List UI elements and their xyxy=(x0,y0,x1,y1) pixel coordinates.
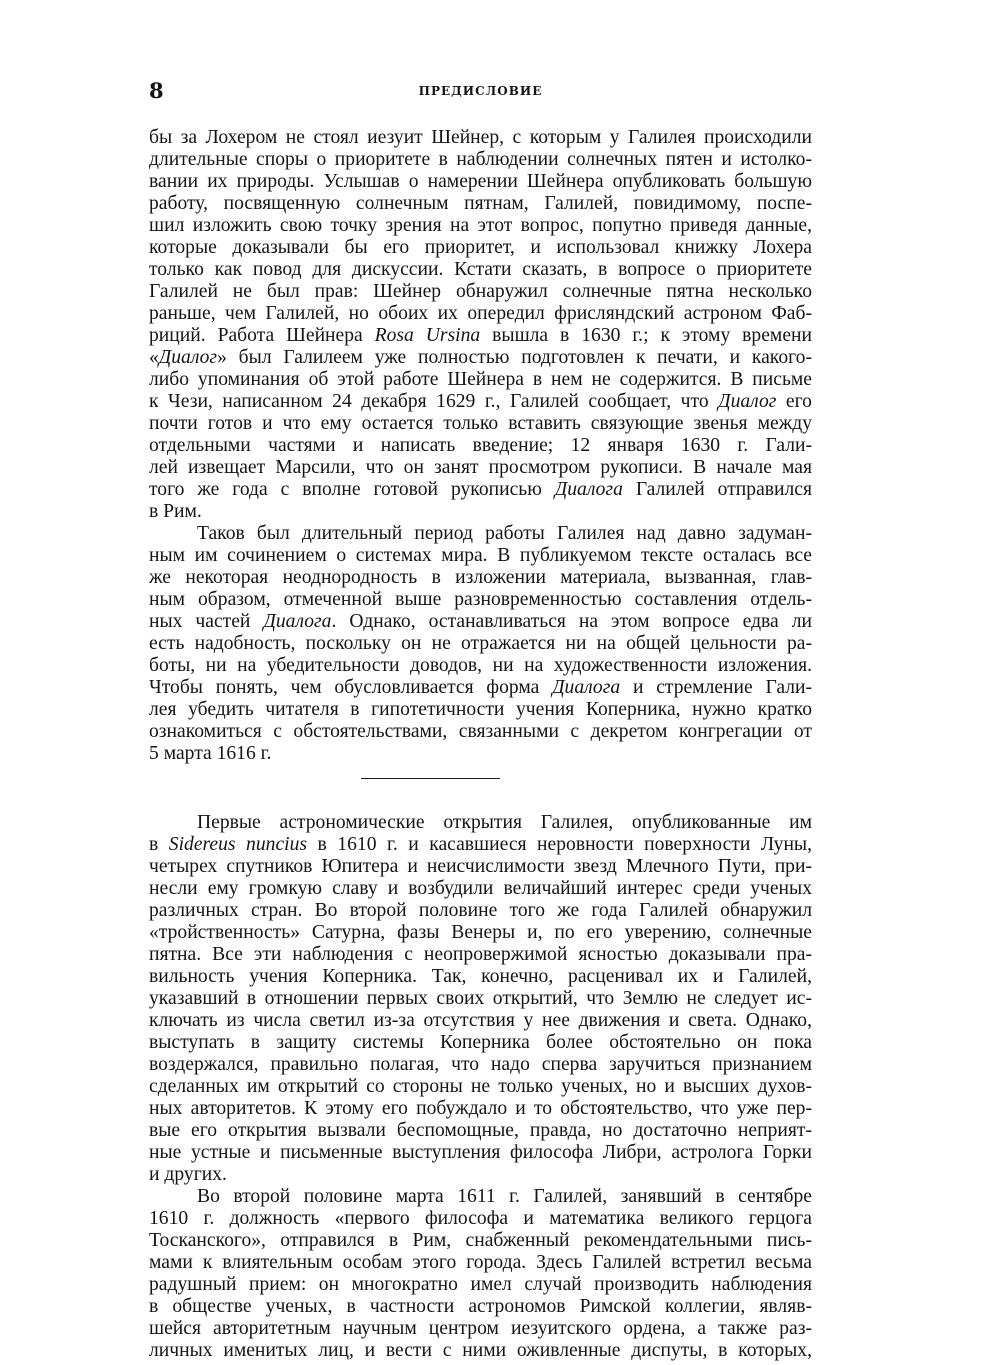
text-segment: которые доказывали бы его приоритет, и использовал книжку Лохера xyxy=(149,237,812,258)
text-segment: ные устные и письменные выступления философа Либри, астролога Горки xyxy=(149,1142,812,1163)
text-line xyxy=(149,834,812,856)
text-line xyxy=(149,523,812,545)
text-segment: в Рим. xyxy=(149,501,202,522)
text-line xyxy=(149,1296,812,1318)
text-line xyxy=(149,303,812,325)
text-line xyxy=(149,479,812,501)
text-line xyxy=(149,1318,812,1340)
text-segment: воздержался, правильно полагая, что надо сперва заручиться признанием xyxy=(149,1054,812,1075)
text-segment: боты, ни на убедительности доводов, ни на художественности изложения. xyxy=(149,655,812,676)
text-line xyxy=(149,391,812,413)
text-segment: есть надобность, поскольку он не отражается ни на общей цельности ра- xyxy=(149,633,812,654)
text-segment: лей извещает Марсили, что он занят просмотром рукописи. В начале мая xyxy=(149,457,812,478)
text-segment: «тройственность» Сатурна, фазы Венеры и, по его уверению, солнечные xyxy=(149,922,812,943)
paragraph xyxy=(149,523,812,765)
running-head: ПРЕДИСЛОВИЕ xyxy=(418,84,543,98)
text-line xyxy=(149,259,812,281)
text-segment: ным образом, отмеченной выше разновременностью составления отдель- xyxy=(149,589,812,610)
text-segment: только как повод для дискуссии. Кстати сказать, в вопросе о приоритете xyxy=(149,259,812,280)
paragraph xyxy=(149,1186,812,1362)
text-line xyxy=(149,1164,812,1186)
text-segment: вые его открытия вызвали беспомощные, правда, но достаточно неприят- xyxy=(149,1120,812,1141)
text-line xyxy=(149,149,812,171)
text-line xyxy=(149,193,812,215)
text-segment: 5 марта 1616 г. xyxy=(149,743,272,764)
paragraph xyxy=(149,812,812,1186)
text-line xyxy=(149,1120,812,1142)
text-segment: Галилей не был прав: Шейнер обнаружил солнечные пятна несколько xyxy=(149,281,812,302)
text-segment: шейся авторитетным научным центром иезуитского ордена, а также раз- xyxy=(149,1318,812,1339)
page-header xyxy=(149,78,812,104)
text-line xyxy=(149,281,812,303)
text-segment: Первые астрономические открытия Галилея, опубликованные им xyxy=(197,812,812,833)
text-segment: раньше, чем Галилей, но обоих их опередил фрисляндский астроном Фаб- xyxy=(149,303,812,324)
text-line xyxy=(149,743,812,765)
text-line xyxy=(149,1340,812,1362)
text-segment: почти готов и что ему остается только вставить связующие звенья между xyxy=(149,413,812,434)
book-page xyxy=(149,78,812,1362)
text-line xyxy=(149,611,812,633)
text-line xyxy=(149,435,812,457)
text-segment: шил изложить свою точку зрения на этот вопрос, попутно приведя данные, xyxy=(149,215,812,236)
italic-title: Sidereus nuncius xyxy=(168,834,308,855)
text-segment: и других. xyxy=(149,1164,227,1185)
text-segment: личных именитых лиц, и вести с ними оживленные диспуты, в которых, xyxy=(149,1340,812,1361)
text-segment: . Однако, останавливаться на этом вопросе едва ли xyxy=(331,611,812,632)
italic-title: Диалога xyxy=(263,611,332,632)
text-segment: в обществе ученых, в частности астрономов Римской коллегии, являв- xyxy=(149,1296,812,1317)
text-line xyxy=(149,721,812,743)
text-segment: » был Галилеем уже полностью подготовлен к печати, и какого- xyxy=(217,347,812,368)
text-line xyxy=(149,856,812,878)
text-segment: и стремление Гали- xyxy=(620,677,812,698)
text-line xyxy=(149,1054,812,1076)
text-segment: либо упоминания об этой работе Шейнера в нем не содержится. В письме xyxy=(149,369,812,390)
text-line xyxy=(149,347,812,369)
text-line xyxy=(149,1230,812,1252)
text-segment: вышла в 1630 г.; к этому времени xyxy=(480,325,812,346)
text-segment: Чтобы понять, чем обусловливается форма xyxy=(149,677,553,698)
section-1 xyxy=(149,127,812,765)
text-segment: ным им сочинением о системах мира. В публикуемом тексте осталась все xyxy=(149,545,812,566)
text-segment: 1610 г. должность «первого философа и математика великого герцога xyxy=(149,1208,812,1229)
section-2 xyxy=(149,812,812,1362)
text-segment: лея убедить читателя в гипотетичности учения Коперника, нужно кратко xyxy=(149,699,812,720)
section-divider xyxy=(361,778,500,779)
text-line xyxy=(149,545,812,567)
text-line xyxy=(149,237,812,259)
text-line xyxy=(149,1098,812,1120)
text-line xyxy=(149,699,812,721)
text-line xyxy=(149,567,812,589)
text-line xyxy=(149,900,812,922)
italic-title: Диалога xyxy=(554,479,623,500)
text-segment: Тосканского», отправился в Рим, снабженный рекомендательными пись- xyxy=(149,1230,812,1251)
text-segment: ных авторитетов. К этому его побуждало и то обстоятельство, что уже пер- xyxy=(149,1098,812,1119)
page-number: 8 xyxy=(149,78,164,103)
text-line xyxy=(149,1010,812,1032)
text-line xyxy=(149,589,812,611)
text-segment: различных стран. Во второй половине того же года Галилей обнаружил xyxy=(149,900,812,921)
text-segment: радушный прием: он многократно имел случай производить наблюдения xyxy=(149,1274,812,1295)
paragraph xyxy=(149,127,812,523)
text-segment: его xyxy=(776,391,812,412)
text-segment: бы за Лохером не стоял иезуит Шейнер, с которым у Галилея происходили xyxy=(149,127,812,148)
text-line xyxy=(149,988,812,1010)
text-line xyxy=(149,1208,812,1230)
text-line xyxy=(149,944,812,966)
text-segment: « xyxy=(149,347,159,368)
text-line xyxy=(149,1274,812,1296)
italic-title: Rosa Ursina xyxy=(374,325,481,346)
text-segment: Таков был длительный период работы Галилея над давно задуман- xyxy=(197,523,812,544)
text-line xyxy=(149,413,812,435)
text-segment: к Чези, написанном 24 декабря 1629 г., Галилей сообщает, что xyxy=(149,391,719,412)
text-line xyxy=(149,1076,812,1098)
text-segment: выступать в защиту системы Коперника более обстоятельно он пока xyxy=(149,1032,812,1053)
text-line xyxy=(149,677,812,699)
text-segment: ознакомиться с обстоятельствами, связанными с декретом конгрегации от xyxy=(149,721,812,742)
text-segment: того же года с вполне готовой рукописью xyxy=(149,479,555,500)
text-line xyxy=(149,966,812,988)
text-line xyxy=(149,812,812,834)
text-segment: Галилей отправился xyxy=(622,479,812,500)
italic-title: Диалог xyxy=(718,391,777,412)
text-line xyxy=(149,171,812,193)
text-segment: сделанных им открытий со стороны не только ученых, но и высших духов- xyxy=(149,1076,812,1097)
text-segment: в xyxy=(149,834,169,855)
text-line xyxy=(149,1032,812,1054)
text-line xyxy=(149,369,812,391)
text-segment: работу, посвященную солнечным пятнам, Галилей, повидимому, поспе- xyxy=(149,193,812,214)
text-segment: длительные споры о приоритете в наблюдении солнечных пятен и истолко- xyxy=(149,149,812,170)
text-segment: отдельными частями и написать введение; 12 января 1630 г. Гали- xyxy=(149,435,812,456)
text-segment: в 1610 г. и касавшиеся неровности поверхности Луны, xyxy=(307,834,813,855)
text-segment: вании их природы. Услышав о намерении Шейнера опубликовать большую xyxy=(149,171,812,192)
italic-title: Диалога xyxy=(552,677,621,698)
text-segment: четырех спутников Юпитера и неисчислимости звезд Млечного Пути, при- xyxy=(149,856,812,877)
text-segment: указавший в отношении первых своих открытий, что Землю не следует ис- xyxy=(149,988,812,1009)
text-segment: пятна. Все эти наблюдения с неопровержимой ясностью доказывали пра- xyxy=(149,944,812,965)
text-segment: несли ему громкую славу и возбудили величайший интерес среди ученых xyxy=(149,878,812,899)
text-line xyxy=(149,878,812,900)
text-line xyxy=(149,633,812,655)
text-line xyxy=(149,215,812,237)
text-segment: риций. Работа Шейнера xyxy=(149,325,375,346)
text-segment: ключать из числа светил из-за отсутствия у нее движения и света. Однако, xyxy=(149,1010,812,1031)
italic-title: Диалог xyxy=(158,347,218,368)
text-segment: Во второй половине марта 1611 г. Галилей, занявший в сентябре xyxy=(197,1186,812,1207)
text-line xyxy=(149,127,812,149)
text-segment: мами к влиятельным особам этого города. Здесь Галилей встретил весьма xyxy=(149,1252,812,1273)
text-line xyxy=(149,1252,812,1274)
text-line xyxy=(149,1186,812,1208)
text-line xyxy=(149,922,812,944)
text-segment: вильность учения Коперника. Так, конечно, расценивал их и Галилей, xyxy=(149,966,812,987)
text-line xyxy=(149,325,812,347)
text-line xyxy=(149,1142,812,1164)
text-segment: ных частей xyxy=(149,611,264,632)
text-line xyxy=(149,655,812,677)
text-line xyxy=(149,457,812,479)
text-line xyxy=(149,501,812,523)
text-segment: же некоторая неоднородность в изложении материала, вызванная, глав- xyxy=(149,567,812,588)
